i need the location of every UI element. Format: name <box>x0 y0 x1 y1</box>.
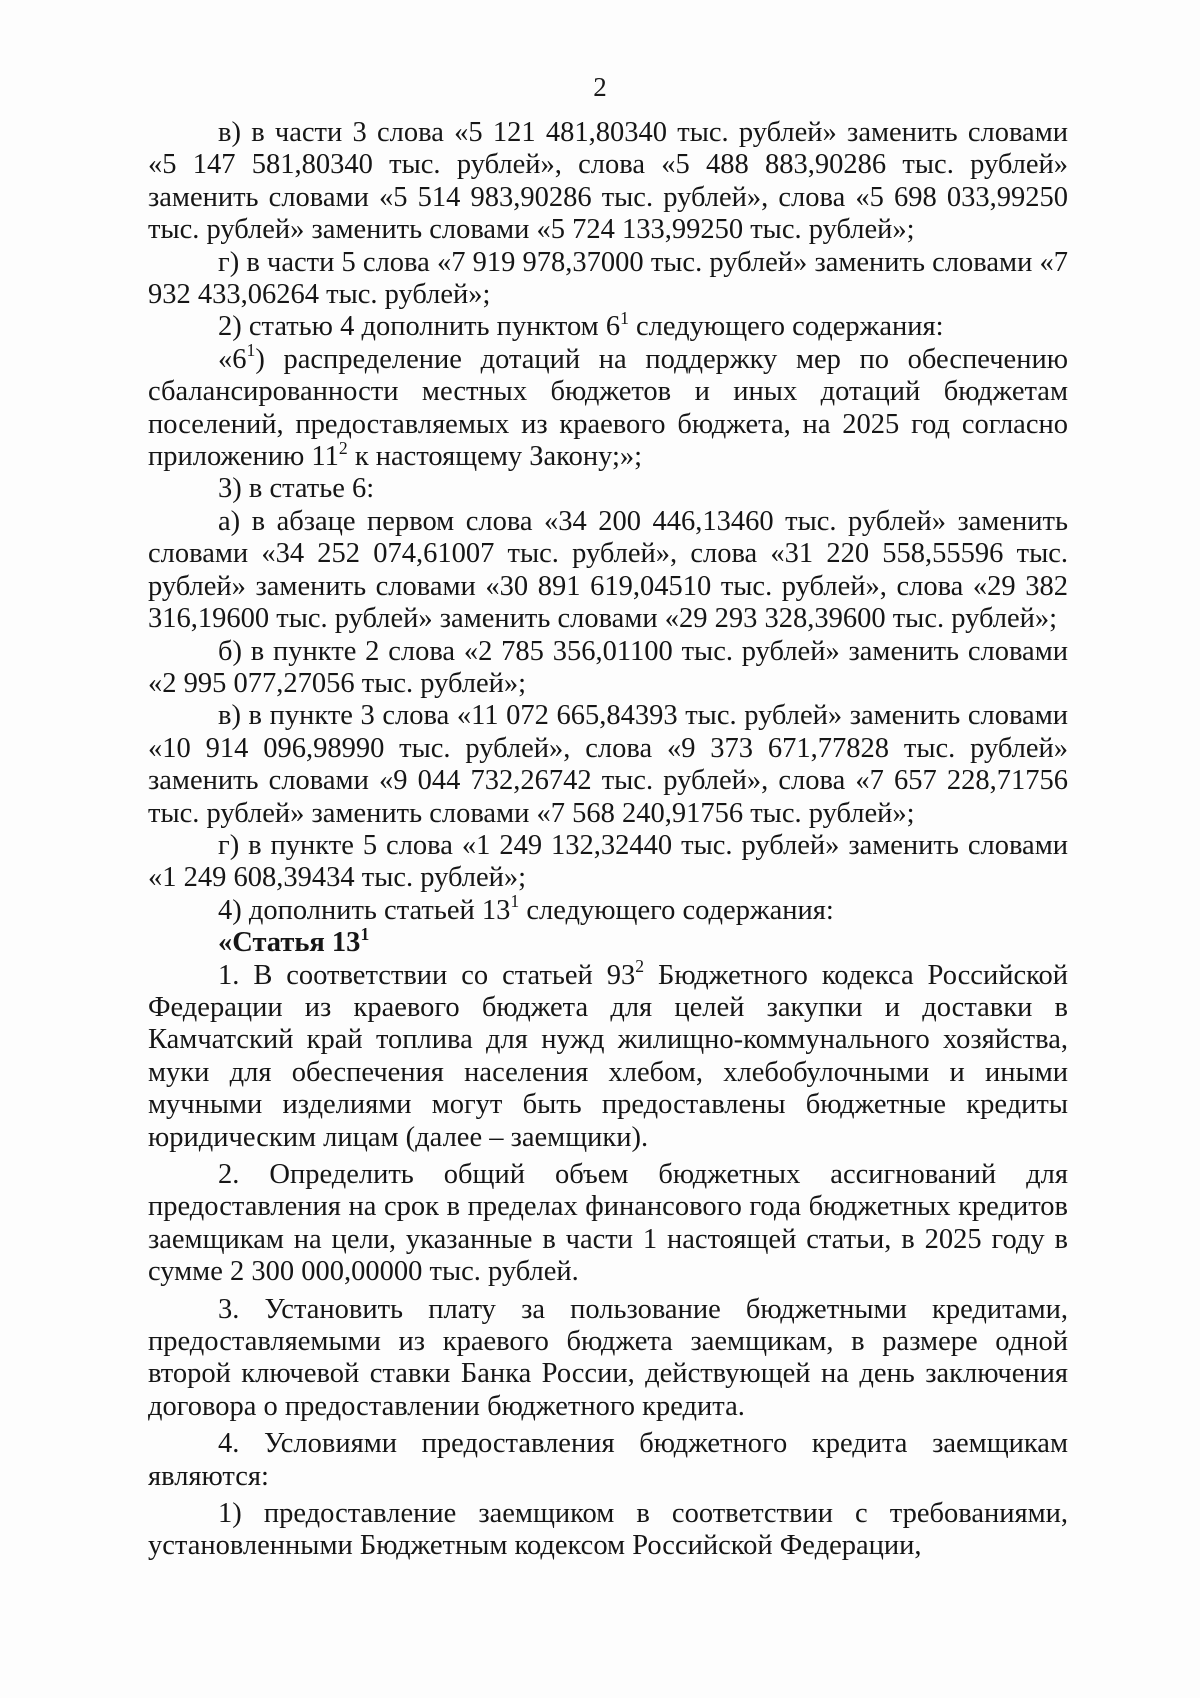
article-part-1 <box>148 956 1069 1154</box>
article-part-3: 3. Установить плату за пользование бюджетными кредитами, предоставляемыми из краевого бюджета заемщикам, в размере одной второй ключевой ставки Банка России, действующей на день заключения договора о предоставлении бюджетного кредита. <box>148 1293 1068 1422</box>
article-part-2: 2. Определить общий объем бюджетных ассигнований для предоставления на срок в пределах финансового года бюджетных кредитов заемщикам на цели, указанные в части 1 настоящей статьи, в 2025 году в сумме 2 300 000,00000 тыс. рублей. <box>148 1159 1068 1288</box>
paragraph-item-3: 3) в статье 6: <box>218 473 375 505</box>
superscript: 2 <box>635 956 645 977</box>
superscript: 1 <box>246 340 256 361</box>
text-segment: к настоящему Закону;»; <box>347 441 643 473</box>
article-part-4-item-1: 1) предоставление заемщиком в соответствии с требованиями, установленными Бюджетным кодексом Российской Федерации, <box>148 1498 1068 1562</box>
paragraph-item-2 <box>148 308 1068 343</box>
paragraph-6g: г) в пункте 5 слова «1 249 132,32440 тыс. рублей» заменить словами «1 249 608,39434 тыс. рублей»; <box>148 829 1068 894</box>
text-segment: следующего содержания: <box>519 894 834 926</box>
paragraph-6a: а) в абзаце первом слова «34 200 446,13460 тыс. рублей» заменить словами «34 252 074,61007 тыс. рублей», слова «31 220 558,55596 тыс. рублей» заменить словами «30 891 619,04510 тыс. рублей», слова «29 382 316,19600 тыс. рублей» заменить словами «29 293 328,39600 тыс. рублей»; <box>148 505 1068 635</box>
paragraph-6b: б) в пункте 2 слова «2 785 356,01100 тыс. рублей» заменить словами «2 995 077,27056 тыс. рублей»; <box>148 635 1068 699</box>
superscript: 1 <box>510 891 520 912</box>
paragraph-6v: в) в пункте 3 слова «11 072 665,84393 тыс. рублей» заменить словами «10 914 096,98990 тыс. рублей», слова «9 373 671,77828 тыс. рублей» заменить словами «9 044 732,26742 тыс. рублей», слова «7 657 228,71756 тыс. рублей» заменить словами «7 568 240,91756 тыс. рублей»; <box>148 700 1068 829</box>
text-segment: «Статья 13 <box>218 927 361 959</box>
superscript: 1 <box>620 308 629 329</box>
paragraph-3v: в) в части 3 слова «5 121 481,80340 тыс. рублей» заменить словами «5 147 581,80340 тыс. рублей», слова «5 488 883,90286 тыс. рублей» заменить словами «5 514 983,90286 тыс. рублей», слова «5 698 033,99250 тыс. рублей» заменить словами «5 724 133,99250 тыс. рублей»; <box>148 117 1068 246</box>
article-heading <box>148 923 1068 959</box>
paragraph-point-6-1 <box>148 340 1068 474</box>
text-segment: ) распределение дотаций на поддержку мер по обеспечению сбалансированности местных бюджетов и иных дотаций бюджетам поселений, предоставляемых из краевого бюджета, на 2025 год согласно приложению 11 <box>148 343 1068 473</box>
text-segment: 1. В соответствии со статьей 93 <box>218 959 636 991</box>
text-segment: 4) дополнить статьей 13 <box>218 894 511 926</box>
superscript: 2 <box>338 437 348 458</box>
text-segment: Бюджетного кодекса Российской Федерации из краевого бюджета для целей закупки и доставки в Камчатский край топлива для нужд жилищно-коммунального хозяйства, муки для обеспечения населения хлебом, хлебобулочными и иными мучными изделиями могут быть предоставлены бюджетные кредиты юридическим лицам (далее – заемщики). <box>148 959 1069 1153</box>
paragraph-item-4 <box>148 891 1068 927</box>
text-segment: 2) статью 4 дополнить пунктом 6 <box>218 311 621 343</box>
page-number: 2 <box>593 72 607 102</box>
text-segment: «6 <box>218 343 247 375</box>
superscript: 1 <box>360 923 370 944</box>
document-body <box>148 117 1068 1563</box>
paragraph-3g: г) в части 5 слова «7 919 978,37000 тыс. рублей» заменить словами «7 932 433,06264 тыс. рублей»; <box>148 246 1068 311</box>
text-segment: следующего содержания: <box>628 311 944 343</box>
article-part-4: 4. Условиями предоставления бюджетного кредита заемщикам являются: <box>148 1428 1068 1492</box>
